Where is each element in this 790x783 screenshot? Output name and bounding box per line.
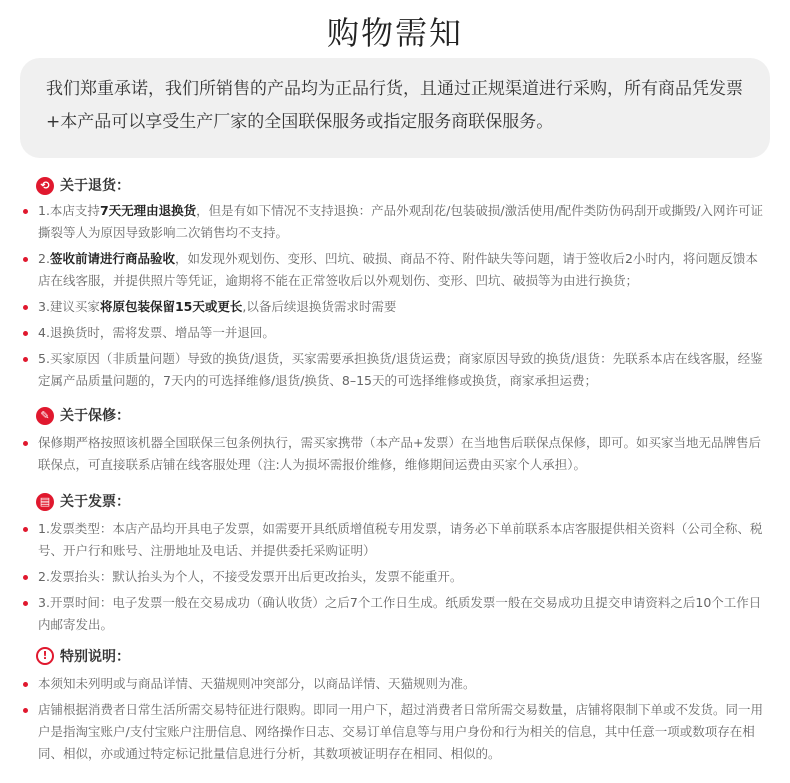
section-header-returns [0,174,790,198]
section-title-warranty: 关于保修： [60,408,130,424]
list-item: 4.退换货时，需将发票、增品等一并退回。 [0,322,790,344]
bullet-dot [23,527,28,532]
section-special [0,645,790,765]
section-header-warranty [0,404,790,428]
bullet-dot [23,682,28,687]
section-header-invoice [0,490,790,514]
section-header-special [0,645,790,669]
wrench-icon: ✎ [36,407,54,425]
bullet-dot [23,357,28,362]
section-invoice [0,490,790,636]
list-item: 1.本店支持7天无理由退换货，但是有如下情况不支持退换：产品外观刮花/包装破损/激活使用/配件类防伪码刮开或撕毁/入网许可证撕裂等人为原因导致影响二次销售均不支持。 [0,200,790,244]
bullet-dot [23,601,28,606]
list-item: 2.发票抬头：默认抬头为个人，不接受发票开出后更改抬头，发票不能重开。 [0,566,790,588]
section-title-special: 特别说明： [60,649,130,665]
section-title-returns: 关于退货： [60,178,130,194]
list-item: 本须知未列明或与商品详情、天猫规则冲突部分，以商品详情、天猫规则为准。 [0,673,790,695]
guarantee-notice: 我们郑重承诺，我们所销售的产品均为正品行货，且通过正规渠道进行采购，所有商品凭发票+本产品可以享受生产厂家的全国联保服务或指定服务商联保服务。 [20,58,770,158]
bullet-dot [23,708,28,713]
list-item: 3.建议买家将原包装保留15天或更长,以备后续退换货需求时需要 [0,296,790,318]
page-title: 购物需知 [326,14,463,52]
section-warranty [0,404,790,476]
list-item: 保修期严格按照该机器全国联保三包条例执行，需买家携带（本产品+发票）在当地售后联保点保修，即可。如买家当地无品牌售后联保点，可直接联系店铺在线客服处理（注:人为损坏需报价维修，维修期间运费由买家个人承担）。 [0,432,790,476]
list-item: 3.开票时间：电子发票一般在交易成功（确认收货）之后7个工作日生成。纸质发票一般在交易成功且提交申请资料之后10个工作日内邮寄发出。 [0,592,790,636]
bullet-dot [23,575,28,580]
bullet-dot [23,305,28,310]
invoice-icon: ▤ [36,493,54,511]
bullet-dot [23,441,28,446]
list-item: 店铺根据消费者日常生活所需交易特征进行限购。即同一用户下，超过消费者日常所需交易数量，店铺将限制下单或不发货。同一用户是指淘宝账户/支付宝账户注册信息、网络操作日志、交易订单信息等与用户身份和行为相关的信息，其中任意一项或数项存在相同、相似，亦或通过特定标记批量信息进行分析，其数项被证明存在相同、相似的。 [0,699,790,765]
bullet-dot [23,209,28,214]
bullet-dot [23,257,28,262]
return-box-icon: ⟲ [36,177,54,195]
section-returns [0,174,790,392]
bullet-dot [23,331,28,336]
exclamation-icon: ! [36,647,54,665]
list-item: 2.签收前请进行商品验收，如发现外观划伤、变形、凹坑、破损、商品不符、附件缺失等问题，请于签收后2小时内，将问题反馈本店在线客服，并提供照片等凭证，逾期将不能在正常签收后以外观划伤、变形、凹坑、破损等为由进行换货； [0,248,790,292]
list-item: 1.发票类型：本店产品均开具电子发票，如需要开具纸质增值税专用发票，请务必下单前联系本店客服提供相关资料（公司全称、税号、开户行和账号、注册地址及电话、并提供委托采购证明） [0,518,790,562]
list-item: 5.买家原因（非质量问题）导致的换货/退货，买家需要承担换货/退货运费；商家原因导致的换货/退货：先联系本店在线客服，经鉴定属产品质量问题的，7天内的可选择维修/退货/换货、8–15天的可选择维修或换货，商家承担运费； [0,348,790,392]
section-title-invoice: 关于发票： [60,494,130,510]
